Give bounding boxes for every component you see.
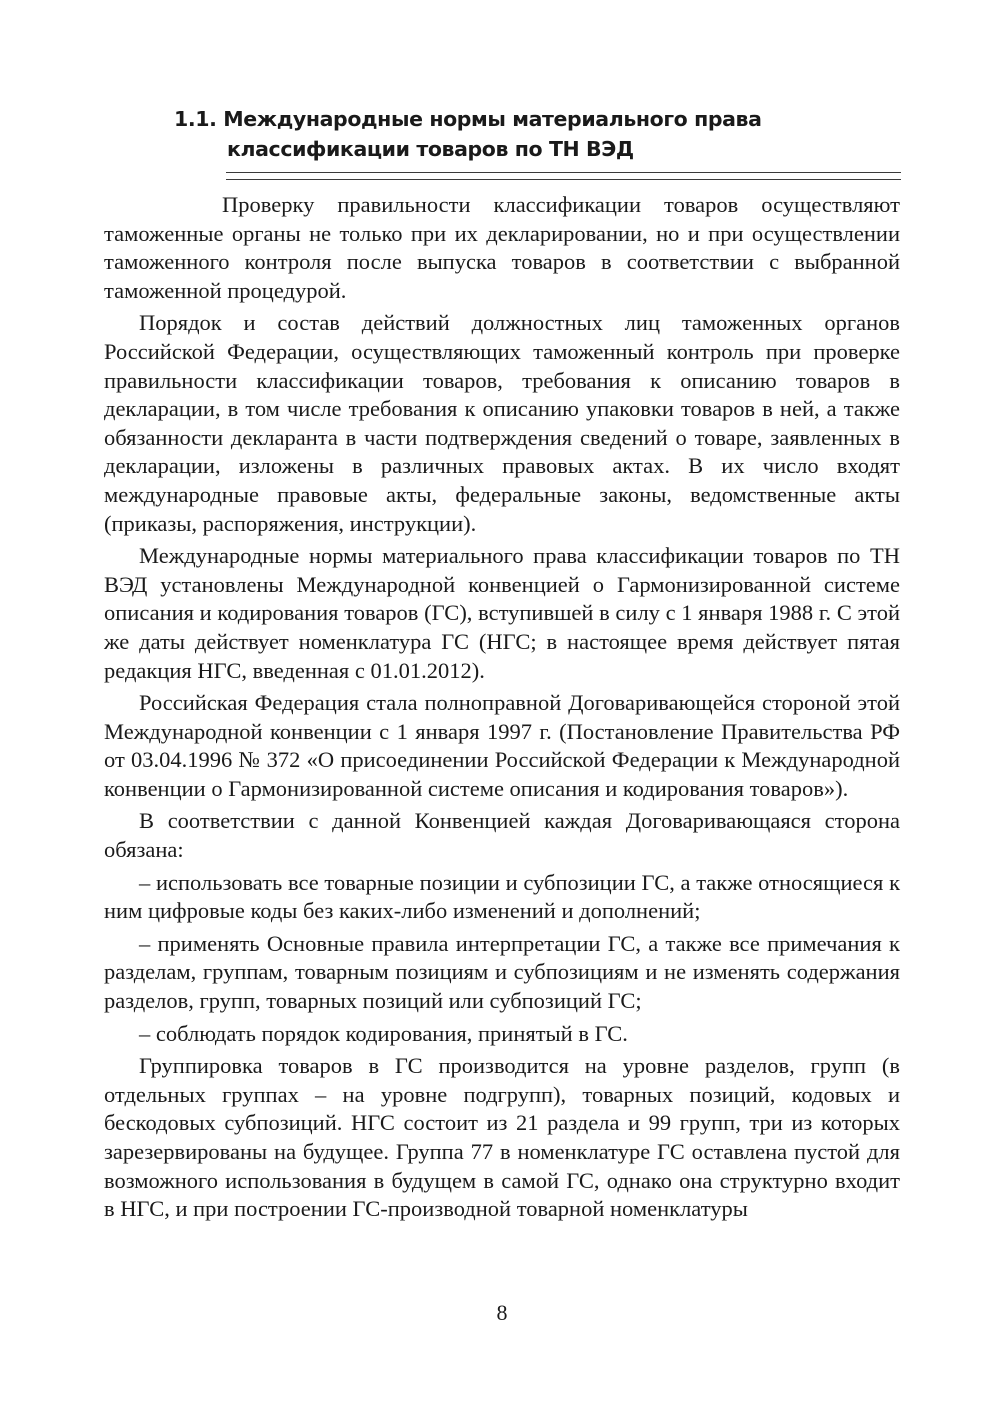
section-heading — [174, 104, 914, 164]
heading-double-rule — [226, 172, 901, 180]
paragraph-procedure: Порядок и состав действий должностных лиц таможенных органов Российской Федерации, осуществляющих таможенный контроль при проверке правильности классификации товаров, требования к описанию товаров в декларации, в том числе требования к описанию упаковки товаров в ней, а также обязанности декларанта в части подтверждения сведений о товаре, заявленных в декларации, изложены в различных правовых актах. В их число входят международные правовые акты, федеральные законы, ведомственные акты (приказы, распоряжения, инструкции). — [104, 310, 900, 536]
section-heading-line-1: 1.1. Международные нормы материального права — [174, 107, 762, 131]
list-item-coding-order: – соблюдать порядок кодирования, принятый в ГС. — [139, 1020, 628, 1046]
paragraph-grouping: Группировка товаров в ГС производится на уровне разделов, групп (в отдельных группах – на уровне подгрупп), товарных позиций, кодовых и бескодовых субпозиций. НГС состоит из 21 раздела и 99 групп, три из которых зарезервированы на будущее. Группа 77 в номенклатуре ГС оставлена пустой для возможного использования в будущем в самой ГС, однако она структурно входит в НГС, и при построении ГС-производной товарной номенклатуры — [104, 1053, 900, 1222]
list-item-use-positions: – использовать все товарные позиции и субпозиции ГС, а также относящиеся к ним цифровые коды без каких-либо изменений и дополнений; — [104, 869, 900, 924]
list-item-apply-rules: – применять Основные правила интерпретации ГС, а также все примечания к разделам, группам, товарным позициям и субпозициям и не изменять содержания разделов, групп, товарных позиций или субпозиций ГС; — [104, 930, 900, 1014]
paragraph-russian-federation: Российская Федерация стала полноправной Договаривающейся стороной этой Международной конвенции с 1 января 1997 г. (Постановление Правительства РФ от 03.04.1996 № 372 «О присоединении Российской Федерации к Международной конвенции о Гармонизированной системе описания и кодирования товаров»). — [104, 690, 900, 801]
page-number: 8 — [496, 1300, 508, 1325]
paragraph-intro: Проверку правильности классификации товаров осуществляют таможенные органы не только при их декларировании, но и при осуществлении таможенного контроля после выпуска товаров в соответствии с выбранной таможенной процедурой. — [104, 192, 900, 303]
section-heading-line-2: классификации товаров по ТН ВЭД — [227, 137, 634, 161]
paragraph-international-norms: Международные нормы материального права классификации товаров по ТН ВЭД установлены Международной конвенцией о Гармонизированной системе описания и кодирования товаров (ГС), вступившей в силу с 1 января 1988 г. С этой же даты действует номенклатура ГС (НГС; в настоящее время действует пятая редакция НГС, введенная с 01.01.2012). — [104, 543, 900, 683]
paragraph-obligations-intro: В соответствии с данной Конвенцией каждая Договаривающаяся сторона обязана: — [104, 808, 900, 863]
body-text — [104, 191, 900, 1228]
